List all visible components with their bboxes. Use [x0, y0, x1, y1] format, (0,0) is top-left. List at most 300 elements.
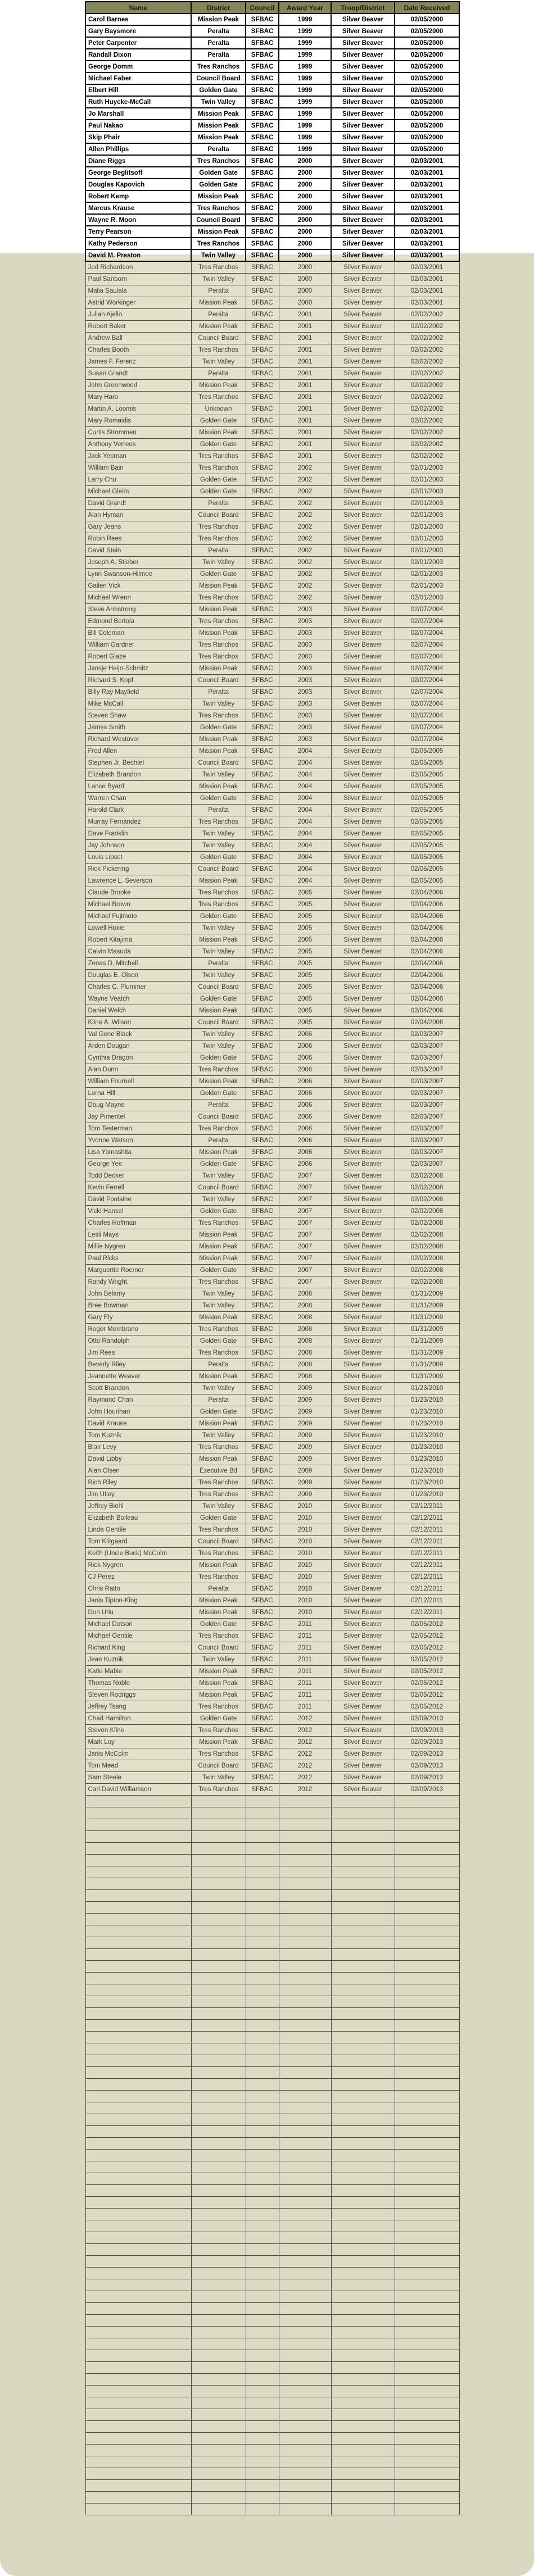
- table-cell: [191, 1996, 246, 2008]
- table-cell: SFBAC: [246, 1123, 279, 1135]
- table-cell: Silver Beaver: [331, 663, 395, 675]
- table-cell: 2003: [279, 687, 331, 698]
- table-row: [85, 321, 459, 333]
- table-cell: Council Board: [191, 1536, 246, 1548]
- table-cell: Silver Beaver: [331, 13, 395, 25]
- table-cell: 2004: [279, 864, 331, 875]
- table-cell: [395, 2185, 459, 2197]
- table-cell: 2009: [279, 1453, 331, 1465]
- empty-table-row: [85, 1949, 459, 1961]
- table-cell: Silver Beaver: [331, 946, 395, 958]
- table-cell: SFBAC: [246, 1300, 279, 1312]
- table-cell: 2000: [279, 167, 331, 179]
- table-cell: Yvonne Watson: [85, 1135, 191, 1147]
- table-row: [85, 545, 459, 557]
- table-cell: Golden Gate: [191, 1158, 246, 1170]
- table-cell: Silver Beaver: [331, 769, 395, 781]
- table-body: [85, 13, 459, 2515]
- table-cell: [85, 1902, 191, 1914]
- empty-table-row: [85, 1819, 459, 1831]
- table-cell: [279, 2173, 331, 2185]
- table-cell: 2003: [279, 675, 331, 687]
- table-row: [85, 592, 459, 604]
- table-cell: Golden Gate: [191, 993, 246, 1005]
- table-cell: 01/31/2009: [395, 1371, 459, 1383]
- table-cell: [85, 2161, 191, 2173]
- table-cell: 02/03/2001: [395, 155, 459, 167]
- table-cell: [279, 2268, 331, 2279]
- table-cell: SFBAC: [246, 793, 279, 805]
- table-cell: [395, 1996, 459, 2008]
- table-cell: 2008: [279, 1335, 331, 1347]
- table-cell: Kline A. Wilson: [85, 1017, 191, 1029]
- table-cell: [279, 2114, 331, 2126]
- table-cell: SFBAC: [246, 604, 279, 616]
- table-cell: [279, 2220, 331, 2232]
- table-cell: Golden Gate: [191, 1406, 246, 1418]
- table-cell: [85, 2374, 191, 2386]
- table-row: [85, 1265, 459, 1276]
- table-cell: 2003: [279, 734, 331, 746]
- table-cell: Gary Baysmore: [85, 25, 191, 37]
- table-cell: [331, 1878, 395, 1890]
- table-cell: 02/03/2001: [395, 190, 459, 202]
- table-cell: Tres Ranchos: [191, 1347, 246, 1359]
- table-cell: SFBAC: [246, 486, 279, 498]
- table-cell: 2002: [279, 580, 331, 592]
- table-cell: SFBAC: [246, 1064, 279, 1076]
- table-cell: 2011: [279, 1619, 331, 1630]
- table-cell: Silver Beaver: [331, 1571, 395, 1583]
- table-cell: 2005: [279, 982, 331, 993]
- table-cell: 02/05/2000: [395, 84, 459, 96]
- table-cell: Peralta: [191, 1583, 246, 1595]
- table-cell: 2008: [279, 1359, 331, 1371]
- table-cell: Silver Beaver: [331, 1312, 395, 1324]
- table-cell: Silver Beaver: [331, 131, 395, 143]
- table-cell: 2012: [279, 1725, 331, 1737]
- table-cell: Unknown: [191, 403, 246, 415]
- table-cell: 2007: [279, 1217, 331, 1229]
- table-cell: Silver Beaver: [331, 923, 395, 934]
- table-cell: Silver Beaver: [331, 1394, 395, 1406]
- table-cell: [331, 2468, 395, 2480]
- table-cell: [331, 2173, 395, 2185]
- table-cell: Mission Peak: [191, 1253, 246, 1265]
- table-cell: [191, 2362, 246, 2374]
- table-cell: Silver Beaver: [331, 309, 395, 321]
- table-cell: [395, 2244, 459, 2256]
- table-cell: Tres Ranchos: [191, 202, 246, 214]
- table-cell: Paul Nakao: [85, 120, 191, 131]
- table-cell: SFBAC: [246, 1560, 279, 1571]
- table-cell: SFBAC: [246, 1430, 279, 1442]
- table-cell: Larry Chu: [85, 474, 191, 486]
- table-cell: 2010: [279, 1607, 331, 1619]
- table-row: [85, 1512, 459, 1524]
- table-cell: [246, 2456, 279, 2468]
- table-cell: [331, 2315, 395, 2327]
- table-row: [85, 179, 459, 190]
- table-row: [85, 25, 459, 37]
- table-cell: [395, 2492, 459, 2504]
- table-cell: [246, 2197, 279, 2209]
- table-cell: 02/03/2001: [395, 261, 459, 274]
- table-cell: 2008: [279, 1312, 331, 1324]
- table-cell: Mission Peak: [191, 663, 246, 675]
- table-cell: Twin Valley: [191, 1288, 246, 1300]
- table-cell: SFBAC: [246, 1418, 279, 1430]
- table-cell: [85, 2020, 191, 2032]
- table-row: [85, 356, 459, 368]
- table-cell: 02/01/2003: [395, 462, 459, 474]
- table-cell: Tres Ranchos: [191, 392, 246, 403]
- table-row: [85, 167, 459, 179]
- table-cell: [395, 1819, 459, 1831]
- table-cell: 02/05/2005: [395, 781, 459, 793]
- table-cell: 2000: [279, 190, 331, 202]
- table-row: [85, 1300, 459, 1312]
- table-row: [85, 84, 459, 96]
- table-cell: Silver Beaver: [331, 1359, 395, 1371]
- table-row: [85, 580, 459, 592]
- column-header-date-received: Date Received: [395, 2, 459, 13]
- table-cell: Silver Beaver: [331, 628, 395, 639]
- table-row: [85, 1324, 459, 1335]
- table-cell: [246, 1937, 279, 1949]
- table-cell: SFBAC: [246, 1524, 279, 1536]
- table-cell: [246, 1866, 279, 1878]
- table-cell: Silver Beaver: [331, 1418, 395, 1430]
- table-cell: Chris Ratto: [85, 1583, 191, 1595]
- table-cell: John Belamy: [85, 1288, 191, 1300]
- table-row: [85, 333, 459, 344]
- table-cell: [395, 2008, 459, 2020]
- table-cell: [331, 2197, 395, 2209]
- table-cell: Peralta: [191, 309, 246, 321]
- table-cell: SFBAC: [246, 864, 279, 875]
- table-cell: Silver Beaver: [331, 580, 395, 592]
- table-cell: [395, 2315, 459, 2327]
- table-cell: [395, 2397, 459, 2409]
- table-row: [85, 828, 459, 840]
- column-header-council: Council: [246, 2, 279, 13]
- table-cell: Golden Gate: [191, 1265, 246, 1276]
- table-cell: [331, 2409, 395, 2421]
- table-cell: [331, 2480, 395, 2492]
- table-cell: SFBAC: [246, 569, 279, 580]
- empty-table-row: [85, 1973, 459, 1984]
- table-row: [85, 911, 459, 923]
- table-cell: Raymond Chan: [85, 1394, 191, 1406]
- table-cell: 2001: [279, 451, 331, 462]
- empty-table-row: [85, 1878, 459, 1890]
- table-row: [85, 261, 459, 274]
- table-cell: Jed Richardson: [85, 261, 191, 274]
- table-cell: [279, 1819, 331, 1831]
- table-cell: Silver Beaver: [331, 1760, 395, 1772]
- table-cell: David Grandt: [85, 498, 191, 510]
- table-cell: 2011: [279, 1666, 331, 1678]
- table-cell: Twin Valley: [191, 970, 246, 982]
- table-cell: 02/02/2008: [395, 1253, 459, 1265]
- table-row: [85, 628, 459, 639]
- table-cell: [395, 2338, 459, 2350]
- empty-table-row: [85, 2350, 459, 2362]
- table-cell: 02/07/2004: [395, 616, 459, 628]
- table-cell: 01/23/2010: [395, 1430, 459, 1442]
- table-cell: Silver Beaver: [331, 1406, 395, 1418]
- table-cell: Silver Beaver: [331, 816, 395, 828]
- table-cell: 2011: [279, 1654, 331, 1666]
- table-cell: SFBAC: [246, 1713, 279, 1725]
- table-row: [85, 190, 459, 202]
- table-cell: SFBAC: [246, 226, 279, 238]
- table-cell: 02/02/2008: [395, 1265, 459, 1276]
- empty-table-row: [85, 2032, 459, 2043]
- table-cell: 02/12/2011: [395, 1607, 459, 1619]
- table-cell: [395, 1984, 459, 1996]
- table-cell: [279, 2291, 331, 2303]
- table-cell: 2009: [279, 1418, 331, 1430]
- table-row: [85, 1725, 459, 1737]
- table-cell: [279, 2102, 331, 2114]
- table-cell: [191, 2008, 246, 2020]
- table-cell: James Smith: [85, 722, 191, 734]
- empty-table-row: [85, 2244, 459, 2256]
- table-cell: [191, 1831, 246, 1843]
- table-cell: Silver Beaver: [331, 1607, 395, 1619]
- table-cell: [191, 1949, 246, 1961]
- empty-table-row: [85, 2362, 459, 2374]
- table-cell: SFBAC: [246, 249, 279, 261]
- table-cell: [85, 2256, 191, 2268]
- table-cell: 2011: [279, 1630, 331, 1642]
- table-cell: Twin Valley: [191, 356, 246, 368]
- table-cell: Silver Beaver: [331, 1100, 395, 1111]
- empty-table-row: [85, 1843, 459, 1855]
- table-cell: Silver Beaver: [331, 344, 395, 356]
- table-cell: 2012: [279, 1760, 331, 1772]
- empty-table-row: [85, 1890, 459, 1902]
- table-cell: 02/01/2003: [395, 510, 459, 521]
- table-cell: Silver Beaver: [331, 993, 395, 1005]
- table-cell: Silver Beaver: [331, 1737, 395, 1748]
- table-cell: [246, 2091, 279, 2102]
- table-cell: SFBAC: [246, 84, 279, 96]
- table-cell: Silver Beaver: [331, 238, 395, 249]
- table-cell: [246, 2291, 279, 2303]
- table-cell: SFBAC: [246, 1276, 279, 1288]
- table-cell: Golden Gate: [191, 1619, 246, 1630]
- table-cell: Lynn Swanson-Hilmoe: [85, 569, 191, 580]
- table-cell: [331, 2150, 395, 2161]
- empty-table-row: [85, 2197, 459, 2209]
- table-cell: 2001: [279, 427, 331, 439]
- table-cell: Charles Hoffman: [85, 1217, 191, 1229]
- table-cell: Tres Ranchos: [191, 533, 246, 545]
- table-cell: [191, 1878, 246, 1890]
- table-cell: Golden Gate: [191, 1206, 246, 1217]
- table-cell: 2010: [279, 1501, 331, 1512]
- table-cell: [191, 2067, 246, 2079]
- table-cell: 2010: [279, 1536, 331, 1548]
- table-cell: 02/04/2006: [395, 982, 459, 993]
- empty-table-row: [85, 2079, 459, 2091]
- table-cell: Michael Gleim: [85, 486, 191, 498]
- table-cell: Bill Coleman: [85, 628, 191, 639]
- table-cell: 01/31/2009: [395, 1347, 459, 1359]
- table-cell: [191, 1902, 246, 1914]
- table-cell: Mission Peak: [191, 427, 246, 439]
- table-cell: [331, 2220, 395, 2232]
- table-cell: [279, 2161, 331, 2173]
- table-cell: SFBAC: [246, 1465, 279, 1477]
- table-cell: SFBAC: [246, 1041, 279, 1052]
- table-cell: [85, 2114, 191, 2126]
- table-cell: Golden Gate: [191, 167, 246, 179]
- table-cell: SFBAC: [246, 1737, 279, 1748]
- table-cell: [246, 2386, 279, 2397]
- table-cell: Rick Pickering: [85, 864, 191, 875]
- table-row: [85, 403, 459, 415]
- table-cell: [246, 2185, 279, 2197]
- table-cell: Marcus Krause: [85, 202, 191, 214]
- table-cell: [191, 1807, 246, 1819]
- table-cell: Tres Ranchos: [191, 1548, 246, 1560]
- table-cell: Mission Peak: [191, 875, 246, 887]
- table-cell: [395, 2504, 459, 2515]
- table-cell: SFBAC: [246, 734, 279, 746]
- table-cell: Silver Beaver: [331, 1147, 395, 1158]
- table-cell: 02/01/2003: [395, 498, 459, 510]
- table-cell: Silver Beaver: [331, 1371, 395, 1383]
- table-cell: [85, 2456, 191, 2468]
- table-cell: SFBAC: [246, 911, 279, 923]
- table-cell: 2002: [279, 510, 331, 521]
- empty-table-row: [85, 1984, 459, 1996]
- table-cell: Daniel Welch: [85, 1005, 191, 1017]
- table-cell: [395, 1914, 459, 1925]
- table-cell: Anthony Verreos: [85, 439, 191, 451]
- table-cell: [246, 1961, 279, 1973]
- table-cell: [85, 1855, 191, 1866]
- table-cell: Joseph A. Stieber: [85, 557, 191, 569]
- table-row: [85, 1595, 459, 1607]
- empty-table-row: [85, 2279, 459, 2291]
- table-cell: Silver Beaver: [331, 1300, 395, 1312]
- table-row: [85, 108, 459, 120]
- table-cell: SFBAC: [246, 875, 279, 887]
- table-cell: Mission Peak: [191, 1371, 246, 1383]
- table-cell: Silver Beaver: [331, 1017, 395, 1029]
- table-cell: Silver Beaver: [331, 439, 395, 451]
- table-cell: SFBAC: [246, 37, 279, 49]
- table-cell: Silver Beaver: [331, 1029, 395, 1041]
- table-cell: [85, 2126, 191, 2138]
- table-row: [85, 392, 459, 403]
- table-cell: SFBAC: [246, 805, 279, 816]
- table-cell: [279, 2362, 331, 2374]
- table-cell: [395, 2067, 459, 2079]
- empty-table-row: [85, 2161, 459, 2173]
- table-cell: [85, 2338, 191, 2350]
- table-cell: 1999: [279, 61, 331, 72]
- table-row: [85, 1253, 459, 1265]
- table-cell: Alan Dunn: [85, 1064, 191, 1076]
- table-cell: SFBAC: [246, 1477, 279, 1489]
- table-cell: [191, 2386, 246, 2397]
- table-cell: [191, 1855, 246, 1866]
- table-cell: SFBAC: [246, 344, 279, 356]
- table-cell: [279, 1937, 331, 1949]
- table-cell: 2011: [279, 1689, 331, 1701]
- table-cell: Robert Baker: [85, 321, 191, 333]
- table-row: [85, 1772, 459, 1784]
- table-cell: 2003: [279, 628, 331, 639]
- table-cell: Silver Beaver: [331, 143, 395, 155]
- table-cell: 2002: [279, 498, 331, 510]
- table-cell: [331, 2303, 395, 2315]
- table-cell: 02/04/2006: [395, 958, 459, 970]
- table-cell: 02/09/2013: [395, 1725, 459, 1737]
- table-cell: [85, 2032, 191, 2043]
- table-cell: SFBAC: [246, 1005, 279, 1017]
- table-cell: SFBAC: [246, 663, 279, 675]
- table-row: [85, 1619, 459, 1630]
- table-cell: Sam Steele: [85, 1772, 191, 1784]
- table-cell: SFBAC: [246, 1335, 279, 1347]
- table-cell: [191, 2102, 246, 2114]
- table-cell: Silver Beaver: [331, 1430, 395, 1442]
- table-cell: [279, 2421, 331, 2433]
- table-cell: Silver Beaver: [331, 1536, 395, 1548]
- table-row: [85, 1111, 459, 1123]
- table-cell: [85, 2303, 191, 2315]
- table-cell: Silver Beaver: [331, 1383, 395, 1394]
- table-cell: Silver Beaver: [331, 321, 395, 333]
- table-cell: SFBAC: [246, 1217, 279, 1229]
- table-cell: [246, 2303, 279, 2315]
- table-cell: [85, 2504, 191, 2515]
- table-cell: 2006: [279, 1123, 331, 1135]
- table-cell: SFBAC: [246, 143, 279, 155]
- table-cell: Cynthia Dragon: [85, 1052, 191, 1064]
- table-cell: Silver Beaver: [331, 1170, 395, 1182]
- table-cell: 02/01/2003: [395, 474, 459, 486]
- table-cell: 2004: [279, 852, 331, 864]
- table-cell: Mission Peak: [191, 380, 246, 392]
- table-cell: SFBAC: [246, 72, 279, 84]
- empty-table-row: [85, 2315, 459, 2327]
- table-cell: Val Gene Black: [85, 1029, 191, 1041]
- table-cell: [191, 2055, 246, 2067]
- table-cell: [246, 2043, 279, 2055]
- table-row: [85, 1206, 459, 1217]
- table-cell: [85, 2173, 191, 2185]
- table-cell: [85, 2091, 191, 2102]
- table-cell: Ruth Huycke-McCall: [85, 96, 191, 108]
- table-cell: Twin Valley: [191, 946, 246, 958]
- table-cell: 2000: [279, 274, 331, 285]
- table-cell: 2011: [279, 1678, 331, 1689]
- table-cell: 2002: [279, 474, 331, 486]
- table-cell: Silver Beaver: [331, 1253, 395, 1265]
- table-cell: 2000: [279, 155, 331, 167]
- empty-table-row: [85, 2055, 459, 2067]
- table-cell: Peter Carpenter: [85, 37, 191, 49]
- table-cell: 02/04/2006: [395, 970, 459, 982]
